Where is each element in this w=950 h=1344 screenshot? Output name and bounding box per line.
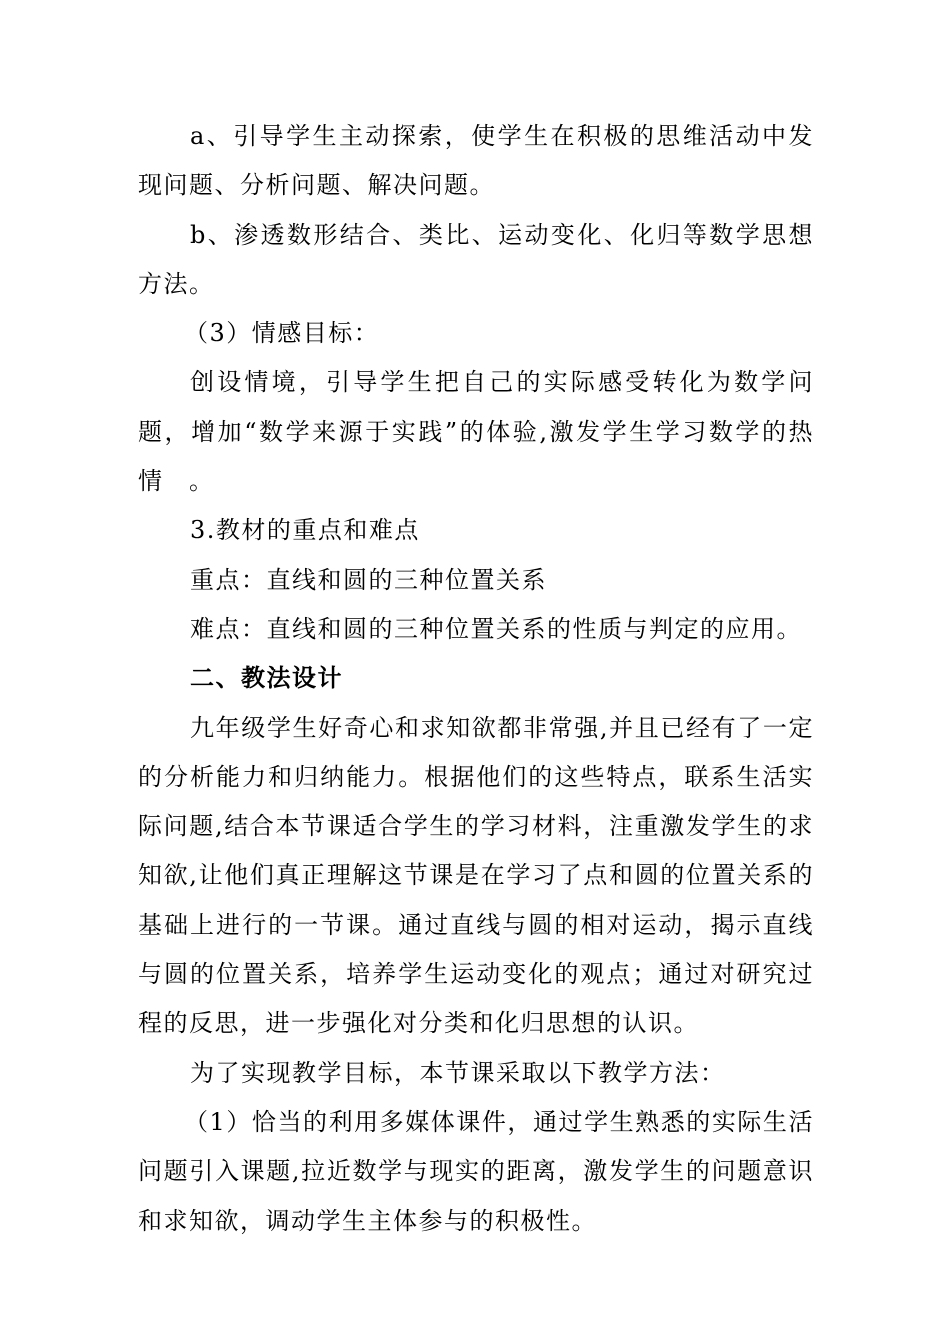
paragraph-method-1: （1）恰当的利用多媒体课件，通过学生熟悉的实际生活问题引入课题,拉近数学与现实的距离，激发学生的问题意识和求知欲，调动学生主体参与的积极性。 xyxy=(138,1107,814,1235)
paragraph-key-point: 重点：直线和圆的三种位置关系 xyxy=(190,565,547,594)
document-body xyxy=(138,112,814,1246)
paragraph-difficult-point: 难点：直线和圆的三种位置关系的性质与判定的应用。 xyxy=(190,614,802,643)
paragraph-process-goal-b: b、渗透数形结合、类比、运动变化、化归等数学思想方法。 xyxy=(138,220,814,298)
section-heading-teaching-method: 二、教法设计 xyxy=(190,664,343,693)
paragraph-student-analysis: 九年级学生好奇心和求知欲都非常强,并且已经有了一定的分析能力和归纳能力。根据他们的这些特点，联系生活实际问题,结合本节课适合学生的学习材料，注重激发学生的求知欲,让他们真正理解这节课是在学习了点和圆的位置关系的基础上进行的一节课。通过直线与圆的相对运动，揭示直线与圆的位置关系，培养学生运动变化的观点；通过对研究过程的反思，进一步强化对分类和化归思想的认识。 xyxy=(138,713,814,1038)
paragraph-process-goal-a: a、引导学生主动探索，使学生在积极的思维活动中发现问题、分析问题、解决问题。 xyxy=(138,122,814,200)
paragraph-emotion-goal-text: 创设情境，引导学生把自己的实际感受转化为数学问题，增加“数学来源于实践”的体验,激发学生学习数学的热情 。 xyxy=(138,368,814,496)
paragraph-method-intro: 为了实现教学目标，本节课采取以下教学方法： xyxy=(190,1058,726,1087)
paragraph-key-points-title: 3.教材的重点和难点 xyxy=(190,516,420,545)
paragraph-emotion-goal-title: （3）情感目标： xyxy=(184,319,380,348)
